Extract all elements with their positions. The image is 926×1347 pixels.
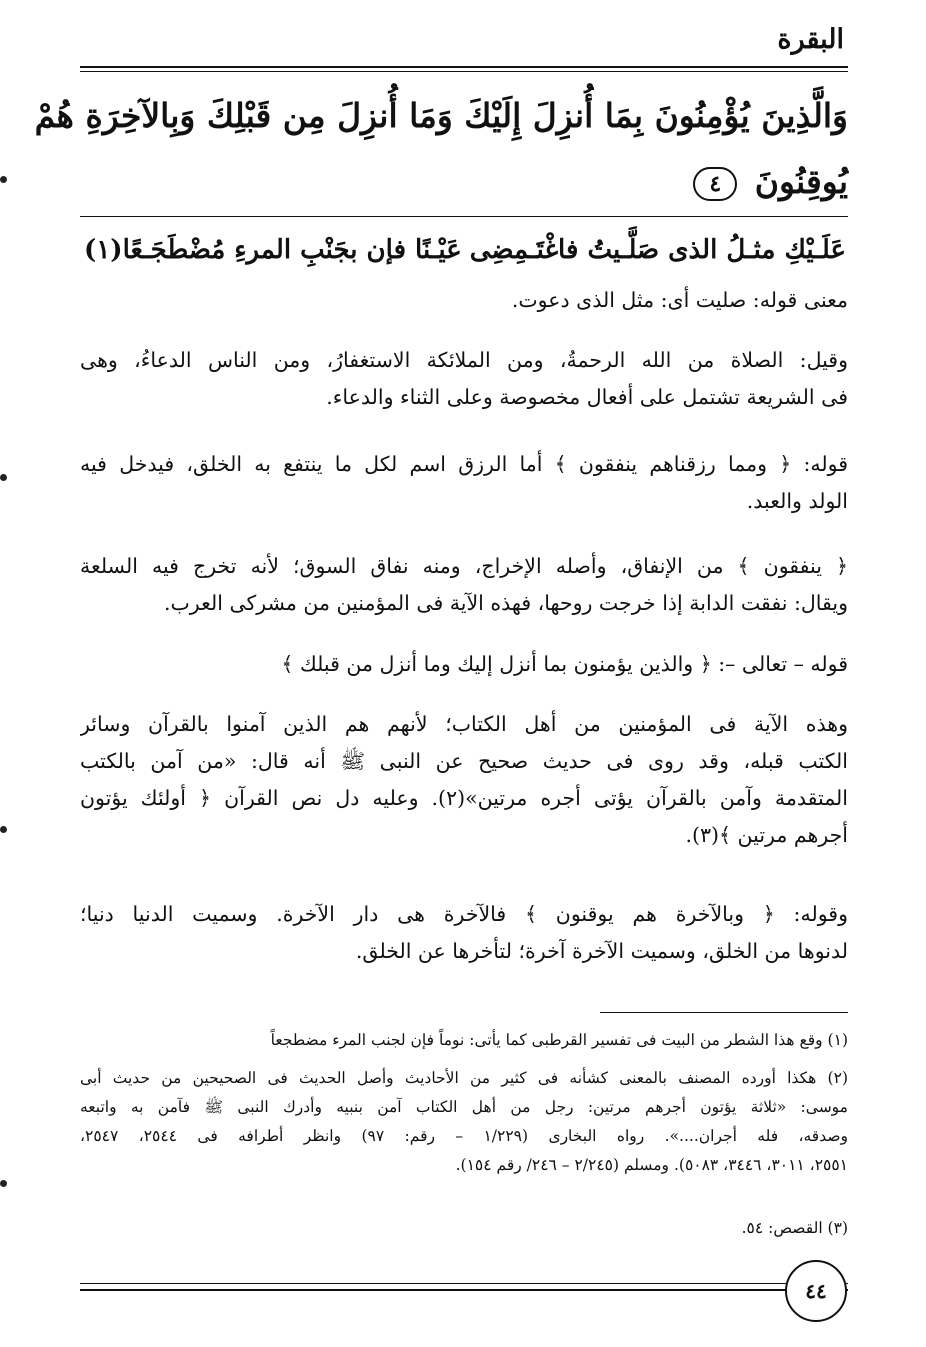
footnote-line: موسى: «ثلاثة يؤتون أجرهم مرتين: رجل من أهل الكتاب آمن بنبيه وأدرك النبى ﷺ فآمن به واتبعه [80,1098,848,1116]
footnote-separator [600,1012,848,1013]
footnote [80,1214,848,1243]
footnote-line: (١) وقع هذا الشطر من البيت فى تفسير القرطبى كما يأتى: نوماً فإن لجنب المرء مضطجعاً [270,1031,848,1049]
poem-hemistich-left: عَيْـنًا فإن بجَنْبِ المرءِ مُضْطَجَـعًا(١) [84,235,462,265]
paragraph-line: لدنوها من الخلق، وسميت الآخرة آخرة؛ لتأخرها عن الخلق. [355,939,848,963]
paragraph-line: الولد والعبد. [746,489,848,513]
paragraph-line: وقيل: الصلاة من الله الرحمةُ، ومن الملائكة الاستغفارُ، ومن الناس الدعاءُ، وهى [80,348,848,372]
footnote-line: (٢) هكذا أورده المصنف بالمعنى كشأنه فى كثير من الأحاديث وأصل الحديث فى الصحيحين من حديث أبى [80,1069,848,1087]
paragraph [80,706,848,854]
verse-separator [80,216,848,217]
margin-mark [0,176,7,183]
footnote [80,1064,848,1180]
paragraph [80,282,848,319]
footnote-line: وصدقه، فله أجران....». رواه البخارى (١/٢٢٩ – رقم: ٩٧) وانظر أطرافه فى ٢٥٤٤، ٢٥٤٧، [80,1127,848,1145]
footer-rule-thin [80,1283,848,1284]
verse-line-2-text: يُوقِنُونَ [754,162,848,201]
header-rule-thin [80,71,848,72]
footnote [80,1026,848,1055]
verse-line-2 [80,150,848,214]
paragraph [80,342,848,416]
sura-title: البقرة [777,24,844,55]
paragraph-line: معنى قوله: صليت أى: مثل الذى دعوت. [511,288,848,312]
paragraph-line: أجرهم مرتين ﴾(٣). [685,823,848,847]
header-rule [80,66,848,68]
verse-line-1: وَالَّذِينَ يُؤْمِنُونَ بِمَا أُنزِلَ إِلَيْكَ وَمَا أُنزِلَ مِن قَبْلِكَ وَبِالآخِرَةِ هُمْ [34,96,848,135]
paragraph-line: وقوله: ﴿ وبالآخرة هم يوقنون ﴾ فالآخرة هى دار الآخرة. وسميت الدنيا دنيا؛ [80,902,848,926]
page-number: ٤٤ [785,1260,847,1322]
poem-hemistich-right: عَلَـيْكِ مثـلُ الذى صَلَّـيتُ فاغْتَـمِضِى [469,235,846,265]
ayah-number-ornament: ٤ [693,167,737,201]
paragraph-line: الكتب قبله، وقد روى فى حديث صحيح عن النبى ﷺ أنه قال: «من آمن بالكتب [80,749,848,773]
paragraph-line: فى الشريعة تشتمل على أفعال مخصوصة وعلى الثناء والدعاء. [326,385,848,409]
margin-mark [0,1180,7,1187]
paragraph [80,646,848,683]
paragraph-line: وهذه الآية فى المؤمنين من أهل الكتاب؛ لأنهم هم الذين آمنوا بالقرآن وسائر [80,712,848,736]
paragraph [80,548,848,622]
footer-rule [80,1289,848,1291]
margin-mark [0,474,7,481]
paragraph-line: المتقدمة وآمن بالقرآن يؤتى أجره مرتين»(٢). وعليه دل نص القرآن ﴿ أولئك يؤتون [80,786,848,810]
paragraph-line: قوله: ﴿ ومما رزقناهم ينفقون ﴾ أما الرزق اسم لكل ما ينتفع به الخلق، فيدخل فيه [80,452,848,476]
paragraph-line: ويقال: نفقت الدابة إذا خرجت روحها، فهذه الآية فى المؤمنين من مشركى العرب. [163,591,848,615]
footnote-line: ٢٥٥١، ٣٠١١، ٣٤٤٦، ٥٠٨٣). ومسلم (٢/٢٤٥ – ٢٤٦/ رقم ١٥٤). [455,1156,848,1174]
paragraph [80,446,848,520]
paragraph-line: قوله – تعالى –: ﴿ والذين يؤمنون بما أنزل إليك وما أنزل من قبلك ﴾ [281,652,848,676]
footnote-line: (٣) القصص: ٥٤. [741,1219,848,1237]
margin-mark [0,826,7,833]
paragraph-line: ﴿ ينفقون ﴾ من الإنفاق، وأصله الإخراج، ومنه نفاق السوق؛ لأنه تخرج فيه السلعة [80,554,848,578]
paragraph [80,896,848,970]
